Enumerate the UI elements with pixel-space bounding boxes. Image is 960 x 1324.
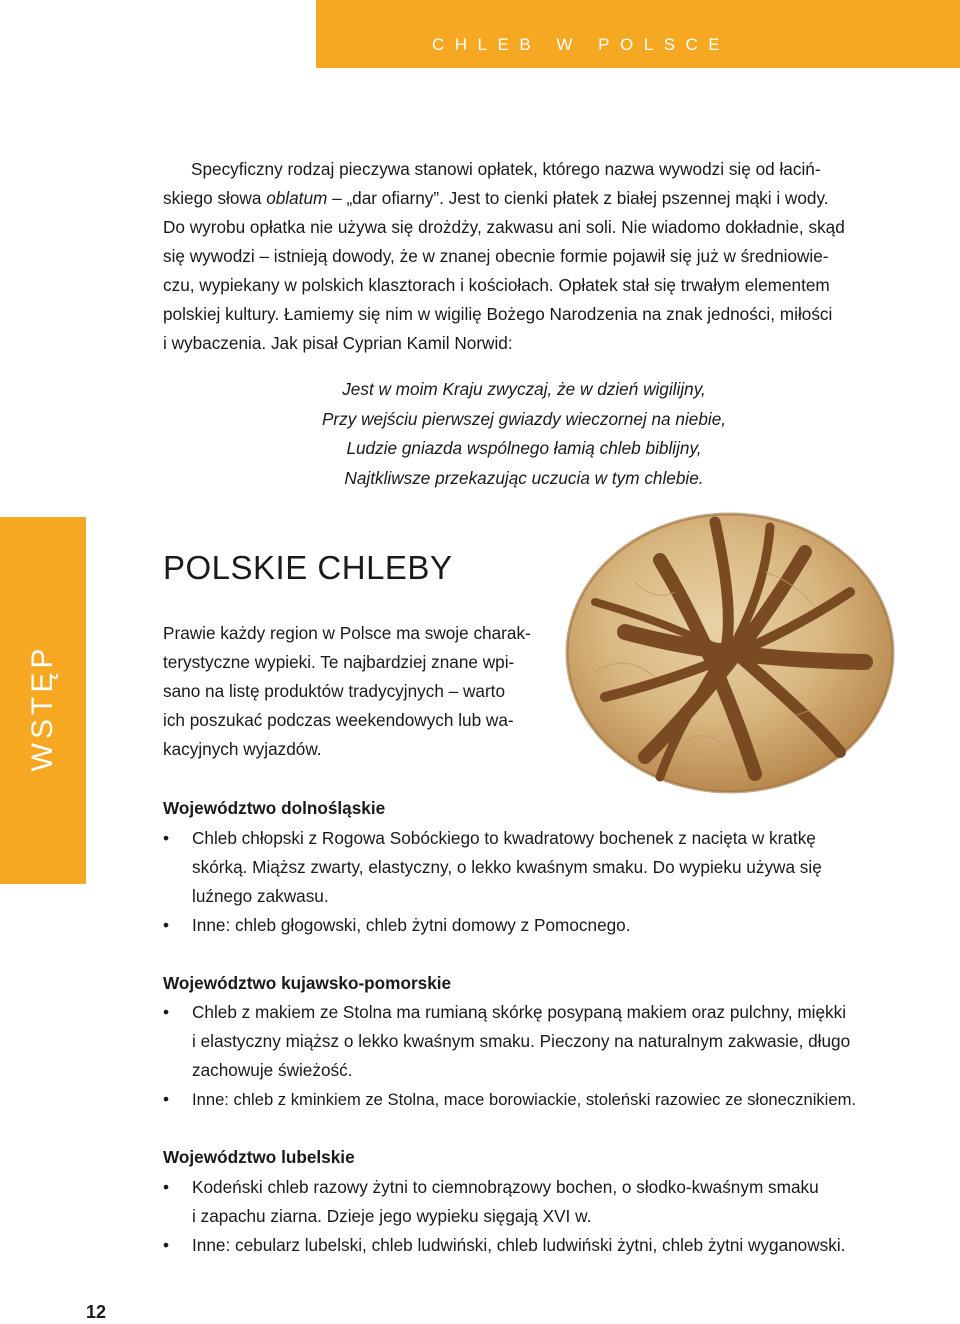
list-item: [163, 1231, 893, 1260]
list-item: [163, 1173, 893, 1231]
side-tab: [0, 517, 86, 884]
region-heading-dolnoslaskie: Województwo dolnośląskie: [163, 798, 386, 818]
list-item-line: Inne: cebularz lubelski, chleb ludwiński, chleb ludwiński żytni, chleb żytni wyganowski.: [192, 1235, 846, 1255]
list-item-line: skórką. Miąższ zwarty, elastyczny, o lekko kwaśnym smaku. Do wypieku używa się: [192, 857, 822, 877]
region-list-lubelskie: [163, 1173, 893, 1260]
bullet-dot: •: [163, 1002, 170, 1022]
intro-italic-term: oblatum: [266, 188, 328, 208]
list-item: [163, 824, 893, 911]
list-item-line: Inne: chleb głogowski, chleb żytni domowy z Pomocnego.: [192, 915, 631, 935]
region-heading-lubelskie: Województwo lubelskie: [163, 1147, 355, 1167]
lead-line: Prawie każdy region w Polsce ma swoje charak-: [163, 623, 531, 643]
intro-text: skiego słowa: [163, 188, 262, 208]
intro-line: Specyficzny rodzaj pieczywa stanowi opłatek, którego nazwa wywodzi się od łaciń-: [191, 159, 821, 179]
list-item-line: i elastyczny miąższ o lekko kwaśnym smaku. Pieczony na naturalnym zakwasie, długo: [192, 1031, 851, 1051]
list-item: [163, 911, 893, 940]
bullet-dot: •: [163, 1089, 170, 1109]
header-bar: [316, 0, 960, 68]
intro-line: i wybaczenia. Jak pisał Cyprian Kamil Norwid:: [163, 333, 513, 353]
side-tab-label: WSTĘP: [26, 644, 59, 772]
bread-loaf-image: [565, 512, 895, 794]
list-item-line: luźnego zakwasu.: [192, 886, 329, 906]
list-item-line: i zapachu ziarna. Dzieje jego wypieku sięgają XVI w.: [192, 1206, 592, 1226]
poem-quote: [163, 375, 885, 493]
list-item-line: Kodeński chleb razowy żytni to ciemnobrązowy bochen, o słodko-kwaśnym smaku: [192, 1177, 819, 1197]
section-lead: [163, 619, 563, 764]
region-list-kujawsko-pomorskie: [163, 998, 893, 1114]
list-item-line: zachowuje świeżość.: [192, 1060, 353, 1080]
region-heading-kujawsko-pomorskie: Województwo kujawsko-pomorskie: [163, 973, 452, 993]
bullet-dot: •: [163, 1235, 170, 1255]
bullet-dot: •: [163, 828, 170, 848]
intro-line: [163, 184, 885, 213]
intro-line: polskiej kultury. Łamiemy się nim w wigilię Bożego Narodzenia na znak jedności, miłości: [163, 304, 833, 324]
bullet-dot: •: [163, 1177, 170, 1197]
list-item-line: Inne: chleb z kminkiem ze Stolna, mace borowiackie, stoleński razowiec ze słonecznikiem.: [192, 1090, 857, 1109]
region-list-dolnoslaskie: [163, 824, 893, 940]
intro-text: – „dar ofiarny”. Jest to cienki płatek z białej pszennej mąki i wody.: [327, 188, 829, 208]
poem-line: Przy wejściu pierwszej gwiazdy wieczornej na niebie,: [321, 408, 727, 429]
page-number: 12: [86, 1302, 107, 1322]
intro-line: się wywodzi – istnieją dowody, że w znanej obecnie formie pojawił się już w średniowie-: [163, 246, 829, 266]
list-item-line: Chleb z makiem ze Stolna ma rumianą skórkę posypaną makiem oraz pulchny, miękki: [192, 1002, 847, 1022]
intro-line: czu, wypiekany w polskich klasztorach i kościołach. Opłatek stał się trwałym elementem: [163, 275, 830, 295]
lead-line: kacyjnych wyjazdów.: [163, 739, 322, 759]
lead-line: terystyczne wypieki. Te najbardziej znane wpi-: [163, 652, 515, 672]
poem-line: Jest w moim Kraju zwyczaj, że w dzień wigilijny,: [342, 379, 706, 399]
list-item-line: Chleb chłopski z Rogowa Sobóckiego to kwadratowy bochenek z nacięta w kratkę: [192, 828, 816, 848]
intro-line: Do wyrobu opłatka nie używa się drożdży, zakwasu ani soli. Nie wiadomo dokładnie, skąd: [163, 217, 845, 237]
poem-line: Najtkliwsze przekazując uczucia w tym chlebie.: [344, 467, 704, 488]
lead-line: ich poszukać podczas weekendowych lub wa-: [163, 710, 514, 730]
running-header-title: CHLEB W POLSCE: [432, 35, 731, 54]
list-item: [163, 998, 893, 1085]
poem-line: Ludzie gniazda wspólnego łamią chleb biblijny,: [346, 438, 702, 458]
section-title: POLSKIE CHLEBY: [163, 549, 453, 586]
list-item: [163, 1085, 893, 1114]
bullet-dot: •: [163, 915, 170, 935]
lead-line: sano na listę produktów tradycyjnych – warto: [163, 681, 506, 701]
intro-paragraph: [163, 155, 885, 358]
